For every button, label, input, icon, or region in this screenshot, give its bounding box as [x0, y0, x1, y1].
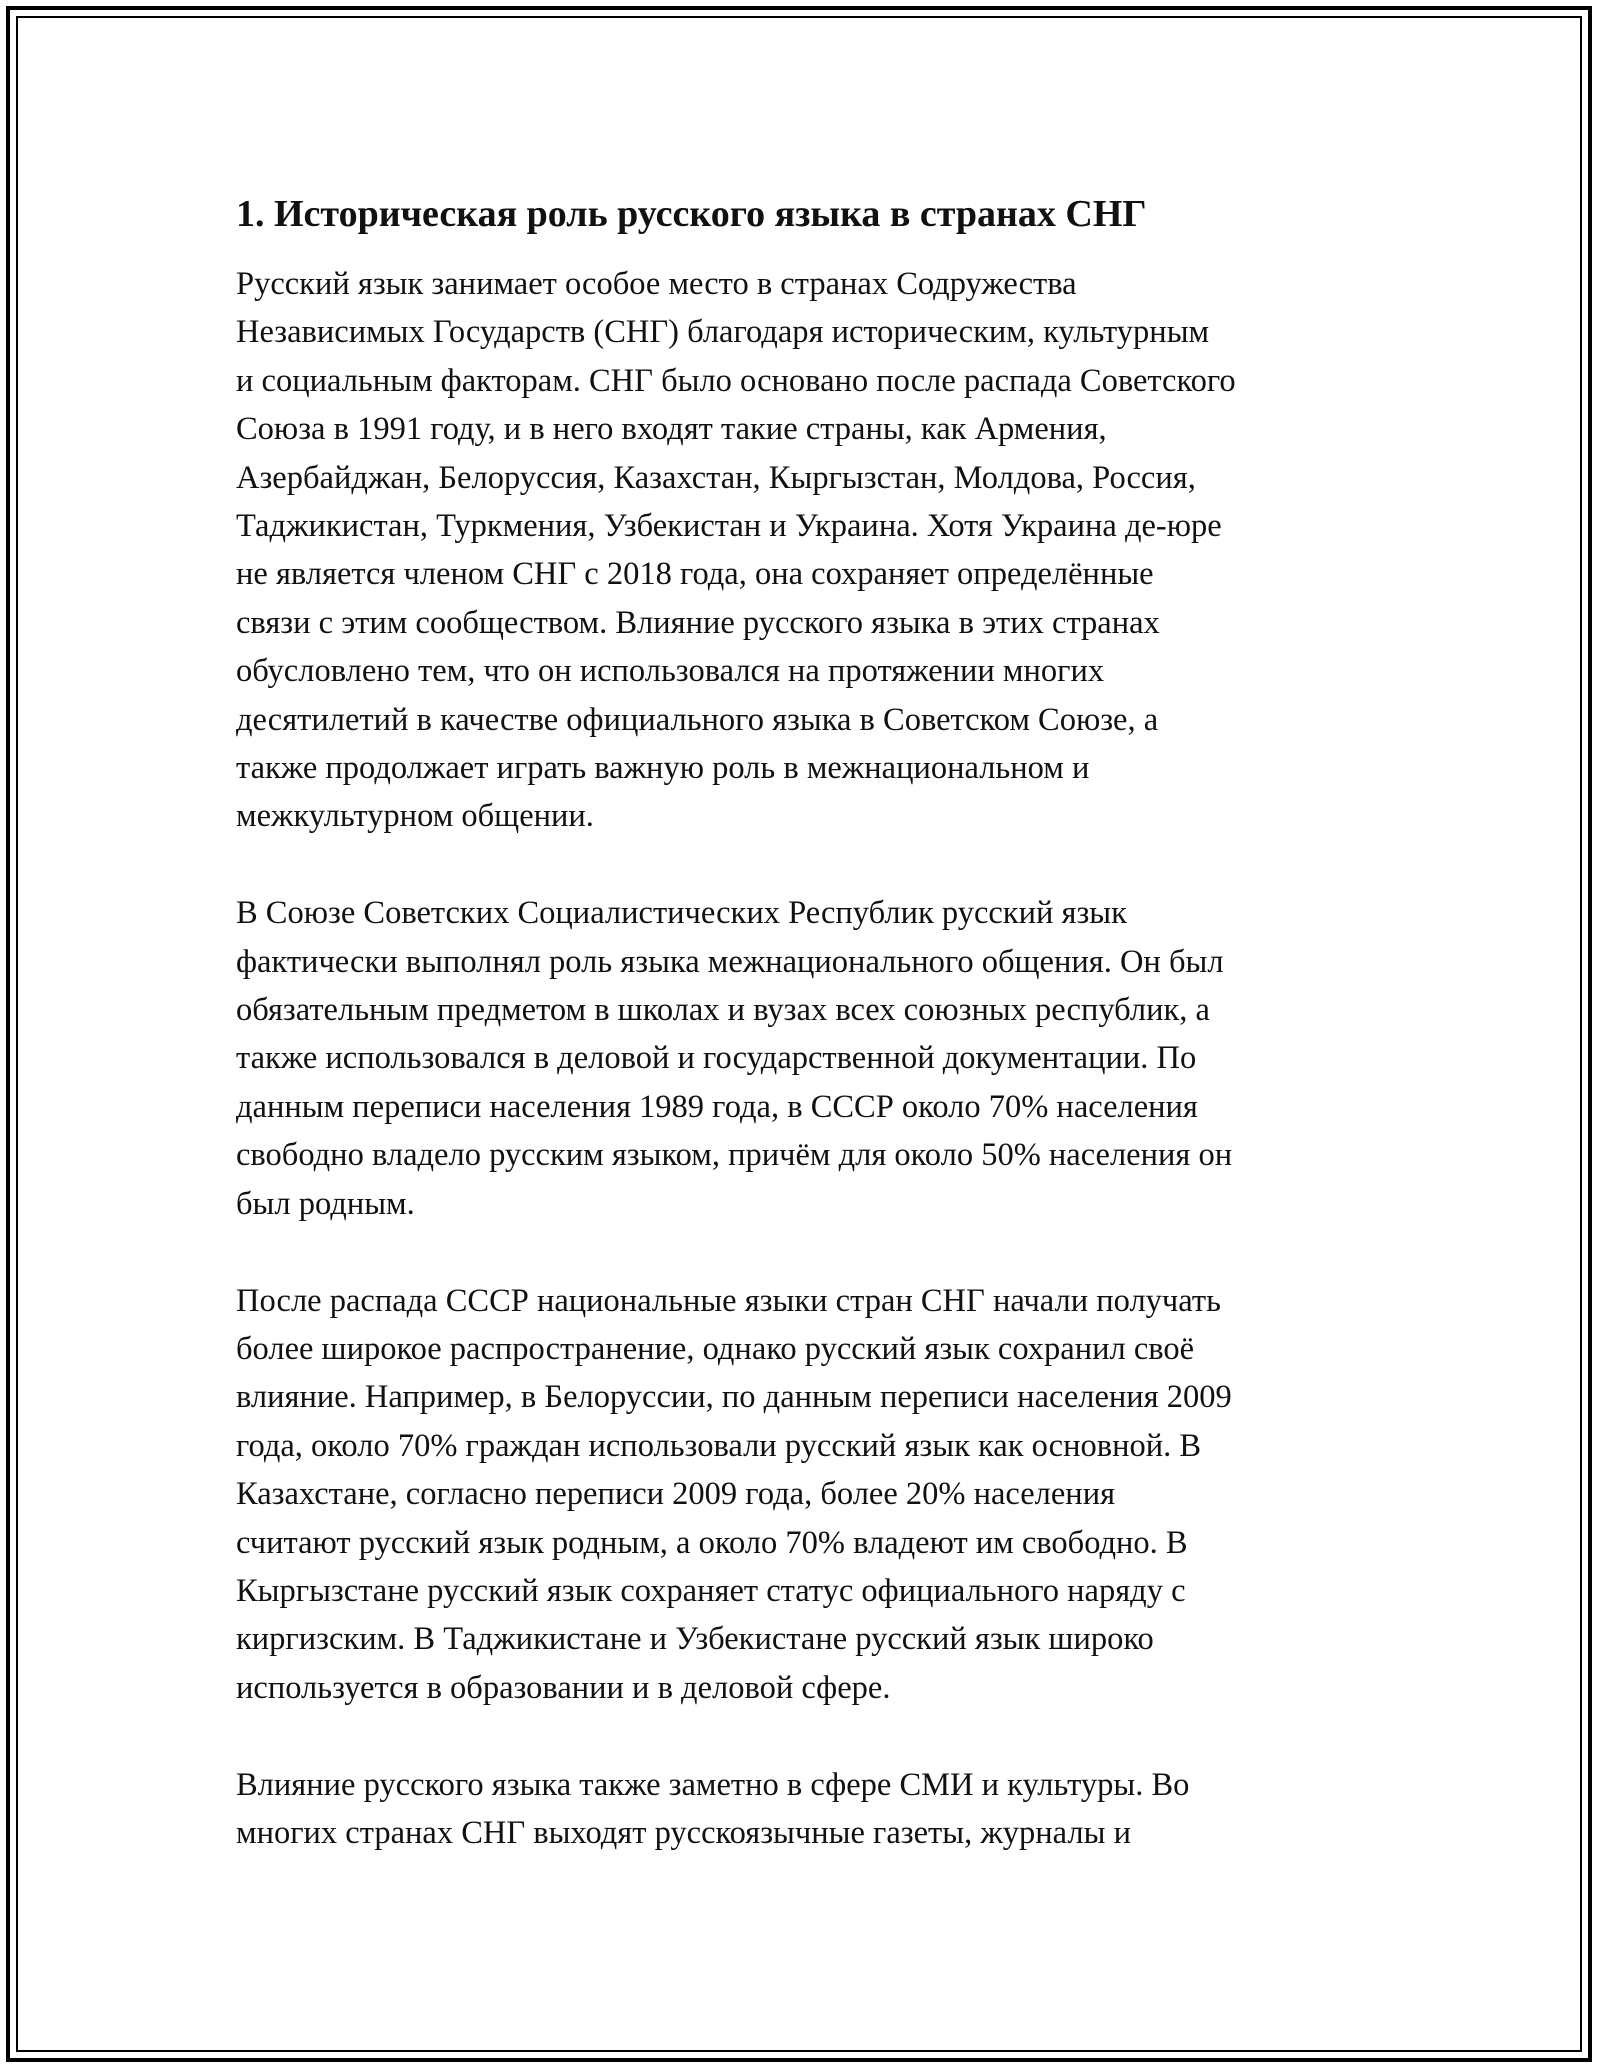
- text-line: данным переписи населения 1989 года, в СССР около 70% населения: [236, 1088, 1198, 1125]
- text-line: После распада СССР национальные языки стран СНГ начали получать: [236, 1282, 1221, 1319]
- paragraph-3: [236, 1277, 1376, 1713]
- text-line: Влияние русского языка также заметно в сфере СМИ и культуры. Во: [236, 1766, 1190, 1803]
- text-line: года, около 70% граждан использовали русский язык как основной. В: [236, 1427, 1202, 1464]
- text-line: В Союзе Советских Социалистических Республик русский язык: [236, 895, 1127, 932]
- text-line: Казахстане, согласно переписи 2009 года, более 20% населения: [236, 1476, 1116, 1513]
- text-line: Азербайджан, Белоруссия, Казахстан, Кыргызстан, Молдова, Россия,: [236, 459, 1196, 496]
- text-line: Кыргызстане русский язык сохраняет статус официального наряду с: [236, 1572, 1186, 1609]
- paragraph-4: [236, 1761, 1376, 1858]
- text-line: фактически выполнял роль языка межнационального общения. Он был: [236, 943, 1224, 980]
- text-line: межкультурном общении.: [236, 798, 594, 835]
- text-line: Союза в 1991 году, и в него входят такие страны, как Армения,: [236, 411, 1107, 448]
- paragraph-2: [236, 889, 1376, 1228]
- text-line: многих странах СНГ выходят русскоязычные газеты, журналы и: [236, 1814, 1131, 1851]
- paragraph-1: [236, 260, 1376, 841]
- text-line: свободно владело русским языком, причём для около 50% населения он: [236, 1137, 1233, 1174]
- document-body: [236, 186, 1376, 1906]
- text-line: обусловлено тем, что он использовался на протяжении многих: [236, 653, 1105, 690]
- text-line: обязательным предметом в школах и вузах всех союзных республик, а: [236, 992, 1210, 1029]
- text-line: связи с этим сообществом. Влияние русского языка в этих странах: [236, 604, 1160, 641]
- text-line: Таджикистан, Туркмения, Узбекистан и Украина. Хотя Украина де-юре: [236, 508, 1222, 545]
- text-line: был родным.: [236, 1185, 415, 1222]
- section-heading: 1. Историческая роль русского языка в странах СНГ: [236, 193, 1147, 235]
- text-line: Русский язык занимает особое место в странах Содружества: [236, 266, 1077, 302]
- text-line: и социальным факторам. СНГ было основано после распада Советского: [236, 362, 1236, 399]
- text-line: влияние. Например, в Белоруссии, по данным переписи населения 2009: [236, 1379, 1232, 1416]
- text-line: более широкое распространение, однако русский язык сохранил своё: [236, 1330, 1195, 1367]
- text-line: десятилетий в качестве официального языка в Советском Союзе, а: [236, 701, 1159, 738]
- text-line: Независимых Государств (СНГ) благодаря историческим, культурным: [236, 314, 1210, 351]
- text-line: также использовался в деловой и государственной документации. По: [236, 1040, 1197, 1077]
- text-line: киргизским. В Таджикистане и Узбекистане русский язык широко: [236, 1621, 1154, 1658]
- text-line: используется в образовании и в деловой сфере.: [236, 1669, 891, 1706]
- text-line: не является членом СНГ с 2018 года, она сохраняет определённые: [236, 556, 1154, 593]
- text-line: также продолжает играть важную роль в межнациональном и: [236, 750, 1090, 787]
- text-line: считают русский язык родным, а около 70% владеют им свободно. В: [236, 1524, 1188, 1561]
